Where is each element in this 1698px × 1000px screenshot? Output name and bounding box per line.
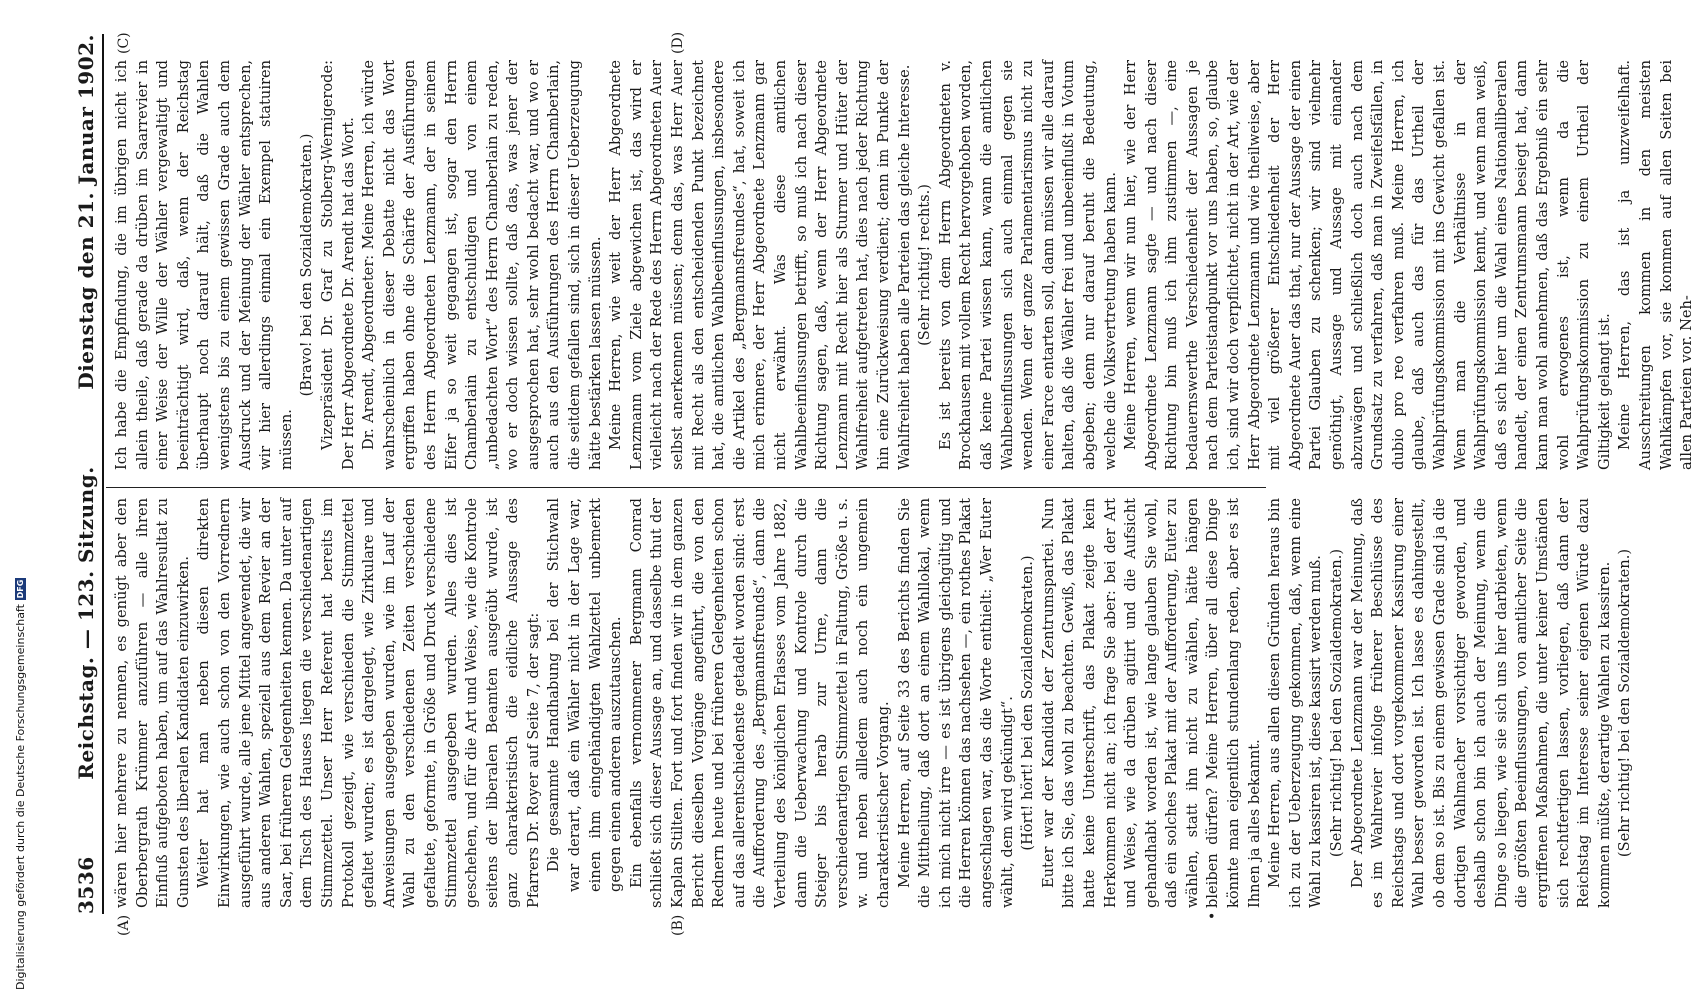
paragraph: Meine Herren, wenn wir nun hier, wie der Herr Abgeordnete Lenzmann sagte — und nach dieser Richtung bin muß ich ihm zustimmen —, eine bedauernswerthe Verschiedenheit der Aussagen je nach dem Parteistandpunkt vor uns haben, so, glaube ich, sind wir doch verpflichtet, nicht in der Art, wie der Herr Abgeordnete Lenzmann und wie theilweise, aber mit viel größerer Entschiedenheit der Herr Abgeordnete Auer das that, nur der Aussage der einen Partei Glauben zu schenken; wir sind vielmehr genöthigt, Aussage und Aussage mit einander abzuwägen und schließlich doch auch nach dem Grundsatz zu verfahren, daß man in Zweifelsfällen, in dubio pro reo verfahren muß. Meine Herren, ich glaube, daß auch das für das Urtheil der Wahlprüfungskommission mit ins Gewicht gefallen ist. Wenn man die Verhältnisse in der Wahlprüfungskommission kennt, und wenn man weiß, daß es sich hier um die Wahl eines Nationalliberalen handelt, der einen Zentrumsmann besiegt hat, dann kann man wohl annehmen, daß das Ergebniß ein sehr wohl erwogenes ist, wenn da die Wahlprüfungskommission zu einem Urtheil der Giltigkeit gelangt ist. <box>1122 60 1613 470</box>
interjection: (Bravo! bei den Sozialdemokraten.) <box>298 133 316 397</box>
margin-marker-d: (D) <box>670 31 686 54</box>
margin-marker-c: (C) <box>116 32 132 54</box>
margin-marker-b: (B) <box>670 914 686 936</box>
header-title: Reichstag. — 123. Sitzung. <box>74 466 98 780</box>
page-header <box>68 34 98 914</box>
header-date: Dienstag den 21. Januar 1902. <box>74 34 98 390</box>
quote-paragraph: Die gesammte Handhabung bei der Stichwahl war derart, daß ein Wähler nicht in der Lage war, einen ihm eingehändigten Wahlzettel unbemerkt gegen einen anderen auszutauschen. <box>545 498 625 892</box>
paragraph: Ich habe die Empfindung, die im übrigen nicht ich allein theile, daß gerade da drüben im Saarrevier in einer Weise der Wille der Wähler vergewaltigt und beeinträchtigt wird, daß, wenn der Reichstag überhaupt noch darauf hält, daß die Wahlen wenigstens bis zu einem gewissen Grade auch dem Ausdruck und der Meinung der Wähler entsprechen, wir hier allerdings einmal ein Exempel statuiren müssen. <box>113 60 295 470</box>
page-number: 3536 <box>74 856 98 914</box>
paragraph: Der Abgeordnete Lenzmann war der Meinung, daß es im Wahlrevier infolge früherer Beschlüsse des Reichstags und dort vorgekommener Kassirung einer Wahl besser geworden ist. Ich lasse es dahingestellt, ob dem so ist. Bis zu einem gewissen Grade sind ja die dortigen Wahlmacher vorsichtiger geworden, und deshalb schon bin ich auch der Meinung, wenn die Dinge so liegen, wie sie sich uns hier darbieten, wenn die größten Beeinflussungen, von amtlicher Seite die ergriffenen Maßnahmen, die unter keiner Umständen sich rechtfertigen lassen, vorliegen, daß dann der Reichstag im Interesse seiner eigenen Würde dazu kommen müßte, derartige Wahlen zu kassiren. <box>1348 498 1613 908</box>
column-divider <box>106 487 1266 488</box>
paragraph: Weiter hat man neben diesen direkten Einwirkungen, wie auch schon von den Vorrednern ausgeführt wurde, alle jene Mittel angewendet, die wir aus anderen Wahlen, speziell aus dem Revier an der Saar, bei früheren Gelegenheiten kennen. Da unter auf dem Tisch des Hauses liegen die verschiedenartigen Stimmzettel. Unser Herr Referent hat bereits im Protokoll gezeigt, wie verschieden die Stimmzettel gefaltet wurden; es ist dargelegt, wie Zirkulare und Anweisungen ausgegeben wurden, wie im Lauf der Wahl zu den verschiedenen Zeiten verschieden gefaltete, geformte, in Größe und Druck verschiedene Stimmzettel ausgegeben wurden. Alles dies ist geschehen, und für die Art und Weise, wie die Kontrole seitens der liberalen Beamten ausgeübt wurde, ist ganz charakteristisch die eidliche Aussage des Pfarrers Dr. Royer auf Seite 7, der sagt: <box>195 498 542 908</box>
interjection: (Hört! hört! bei den Sozialdemokraten.) <box>1019 555 1037 851</box>
paragraph: Meine Herren, wie weit der Herr Abgeordnete Lenzmann vom Ziele abgewichen ist, das wird er vielleicht nach der Rede des Herrn Abgeordneten Auer selbst anerkennen müssen; denn das, was Herr Auer mit Recht als den entscheidenden Punkt bezeichnet hat, die amtlichen Wahlbeeinflussungen, insbesondere die Artikel des „Bergmannsfreundes“, hat, soweit ich mich erinnere, der Herr Abgeordnete Lenzmann gar nicht erwähnt. Was diese amtlichen Wahlbeeinflussungen betrifft, so muß ich nach dieser Richtung sagen, daß, wenn der Herr Abgeordnete Lenzmann mit Recht hier als Sturmer und Hüter der Wahlfreiheit aufgetreten hat, dies nach jeder Richtung hin eine Zurückweisung verdient; denn im Punkte der Wahlfreiheit haben alle Parteien das gleiche Interesse. <box>607 60 913 470</box>
speaker-paragraph: Vizepräsident Dr. Graf zu Stolberg-Wernigerode: Der Herr Abgeordnete Dr. Arendt hat das Wort. <box>318 60 357 470</box>
credit-text: Digitalisierung gefördert durch die Deutsche Forschungsgemeinschaft <box>14 604 27 990</box>
speaker-paragraph: Dr. Arendt, Abgeordneter: Meine Herren, ich würde wahrscheinlich in dieser Debatte nicht das Wort ergriffen haben ohne die Schärfe der Ausführungen des Herrn Abgeordneten Lenzmann, der in seinem Eifer ja so weit gegangen ist, sogar den Herrn Chamberlain zu entschuldigen und von einem „unbedachten Wort“ des Herrn Chamberlain zu reden, wo er doch wissen sollte, daß das, was jener der ausgesprochen hat, sehr wohl bedacht war, und wo er auch aus den Ausführungen des Herrn Chamberlain, die seitdem gefallen sind, sich in dieser Ueberzeugung hätte bestärken lassen müssen. <box>360 60 604 470</box>
right-column <box>112 60 1698 470</box>
paragraph: Es ist bereits von dem Herrn Abgeordneten v. Brockhausen mit vollem Recht hervorgehoben worden, daß keine Partei wissen kann, wann die amtlichen Wahlbeeinflussungen sich auch einmal gegen sie wenden. Wenn der ganze Parlamentarismus nicht zu einer Farce entarten soll, dann müssen wir alle darauf halten, daß die Wähler frei und unbeeinflußt in Votum abgeben; denn nur darauf beruht die Bedeutung, welche die Volksvertretung haben kann. <box>936 60 1119 470</box>
paragraph: Meine Herren, aus allen diesen Gründen heraus bin ich zu der Ueberzeugung gekommen, daß, wenn eine Wahl zu kassiren ist, diese kassirt werden muß. <box>1266 498 1325 908</box>
dfg-logo: DFG <box>16 579 25 599</box>
paragraph: Meine Herren, auf Seite 33 des Berichts finden Sie die Mittheilung, daß dort an einem Wahllokal, wenn ich mich nicht irre — es ist übrigens gleichgültig und die Herren können das nachsehen —, ein rothes Plakat angeschlagen war, das die Worte enthielt: „Wer Euter wählt, dem wird gekündigt“. <box>895 498 1016 908</box>
header-rule <box>102 34 104 914</box>
left-column <box>112 498 1636 908</box>
paragraph: Meine Herren, das ist ja unzweifelhaft. Ausschreitungen kommen in den meisten Wahlkämpfen vor, sie kommen auf allen Seiten bei allen Parteien vor. Neh- <box>1616 60 1696 470</box>
paragraph: Euter war der Kandidat der Zentrumspartei. Nun bitte ich Sie, das wohl zu beachten. Gewiß, das Plakat hatte keine Unterschrift, das Plakat zeigte kein Herkommen nicht an; ich frage Sie aber: bei der Art und Weise, wie da drüben agitirt und die Aufsicht gehandhabt worden ist, wie lange glauben Sie wohl, daß ein solches Plakat mit der Aufforderung, Euter zu wählen, statt ihn nicht zu wählen, hätte hängen bleiben dürfen? Meine Herren, über all diese Dinge könnte man eigentlich stundenlang reden, aber es ist Ihnen ja alles bekannt. <box>1039 498 1263 908</box>
margin-bullet: • <box>1205 911 1221 920</box>
interjection: (Sehr richtig! bei den Sozialdemokraten.) <box>1616 548 1634 858</box>
paragraph: wären hier mehrere zu nennen, es genügt aber den Oberbergrath Krümmer anzuführen — alle ihren Einfluß aufgeboten haben, um auf das Wahlresultat zu Gunsten des liberalen Kandidaten einzuwirken. <box>113 498 192 908</box>
paragraph: Ein ebenfalls vernommener Bergmann Conrad schließt sich dieser Aussage an, und dasselbe thut der Kaplan Stilten. Fort und fort finden wir in dem ganzen Bericht dieselben Vorgänge angeführt, die von den Rednern heute und bei früheren Gelegenheiten schon auf das allerentschiedenste getadelt worden sind: erst die Aufforderung des „Bergmannsfreunds“, dann die Verteilung des königlichen Erlasses vom Jahre 1882, dann die Ueberwachung und Kontrole durch die Steiger bis herab zur Urne, dann die verschiedenartigen Stimmzettel in Faltung, Größe u. s. w. und neben allledem auch noch ein ungemein charakteristischer Vorgang. <box>627 498 892 908</box>
interjection: (Sehr richtig! rechts.) <box>916 184 934 346</box>
interjection: (Sehr richtig! bei den Sozialdemokraten.) <box>1328 548 1346 858</box>
margin-marker-a: (A) <box>116 914 132 936</box>
